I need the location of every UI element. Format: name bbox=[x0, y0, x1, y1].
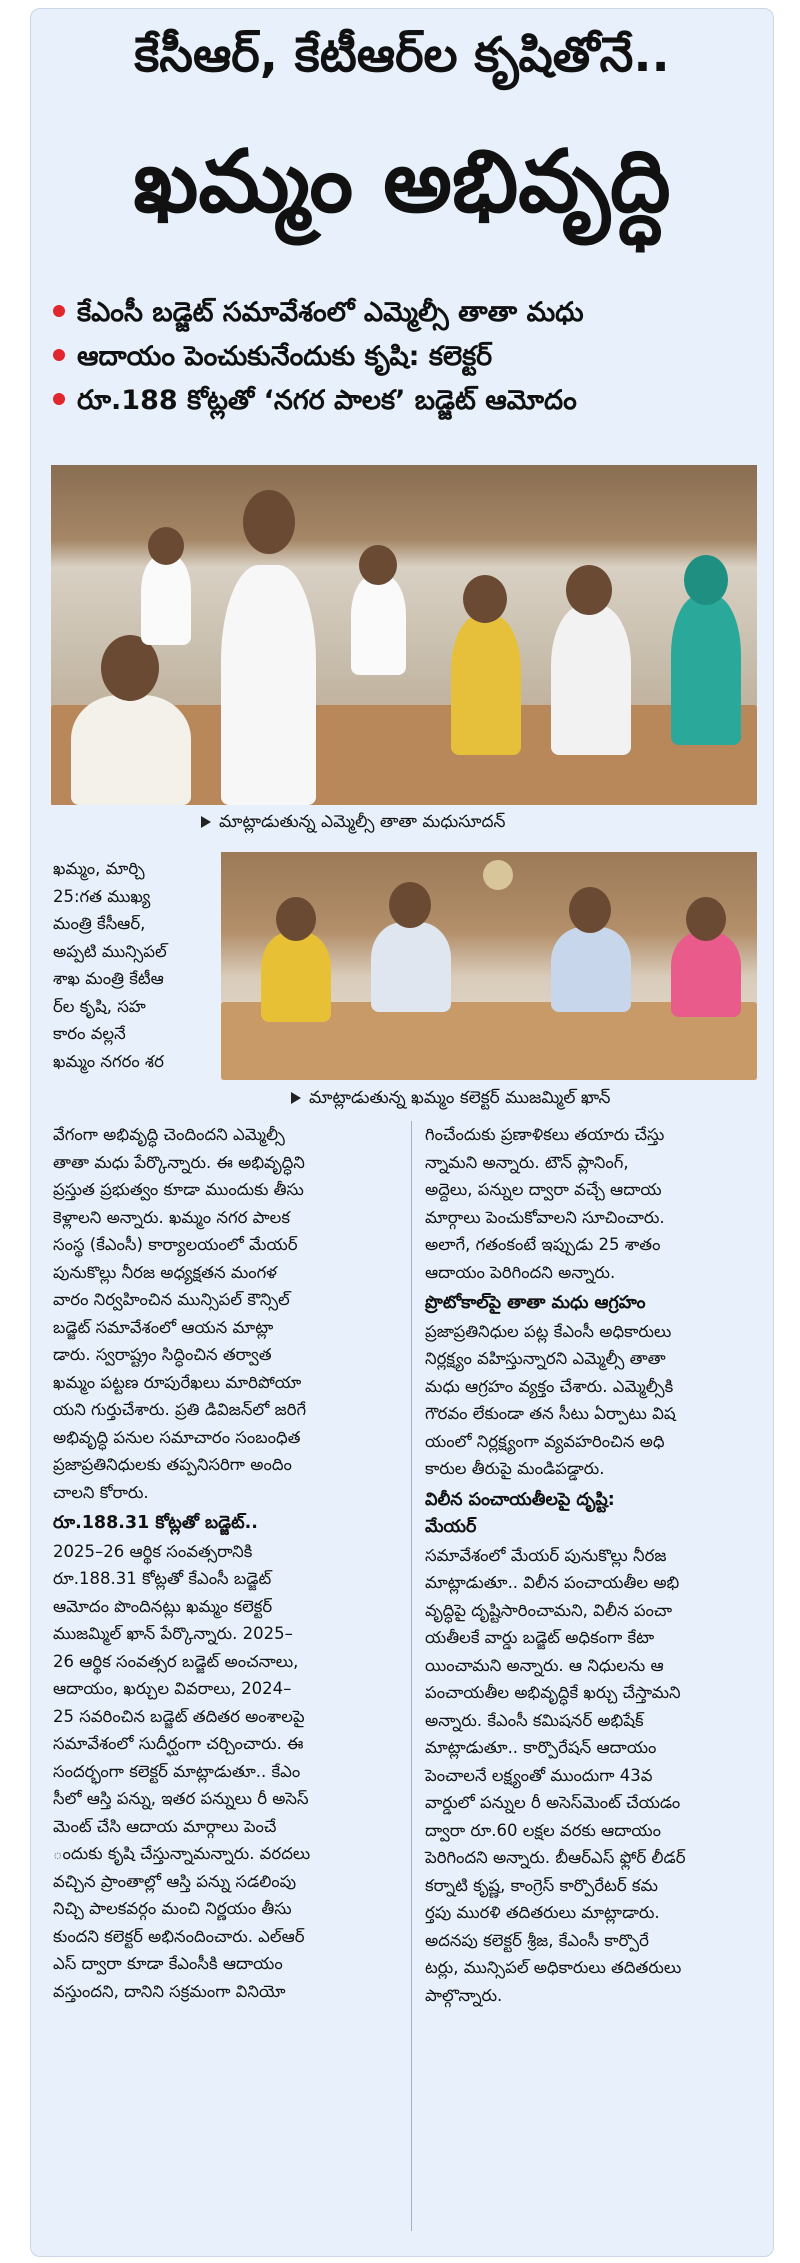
article-paragraph: 2025–26 ఆర్థిక సంవత్సరానికి రూ.188.31 కోట్లతో కేఎంసీ బడ్జెట్ ఆమోదం పొందినట్లు ఖమ్మం కలెక్టర్ ముజమ్మిల్ ఖాన్ పేర్కొన్నారు. 2025– 26 ఆర్థిక సంవత్సర బడ్జెట్ అంచనాలు, ఆదాయం, ఖర్చుల వివరాలు, 2024– 25 సవరించిన బడ్జెట్ తదితర అంశాలపై సమావేశంలో సుదీర్ఘంగా చర్చించారు. ఈ సందర్భంగా కలెక్టర్ మాట్లాడుతూ.. కేఎం సీలో ఆస్తి పన్ను, ఇతర పన్నులు రీ అసెస్ మెంట్ చేసి ఆదాయ మార్గాలు పెంచే ందుకు కృషి చేస్తున్నామన్నారు. వరదలు వచ్చిన ప్రాంతాల్లో ఆస్తి పన్ను సడలింపు నిచ్చి పాలకవర్గం మంచి నిర్ణయం తీసు కుందని కలెక్టర్ అభినందించారు. ఎల్ఆర్ ఎస్ ద్వారా కూడా కేఎంసీకి ఆదాయం వస్తుందని, దానిని సక్రమంగా వినియో bbox=[53, 1541, 311, 2001]
article-paragraph: ప్రజాప్రతినిధుల పట్ల కేఎంసీ అధికారులు నిర్లక్ష్యం వహిస్తున్నారని ఎమ్మెల్సీ తాతా మధు ఆగ్రహం వ్యక్తం చేశారు. ఎమ్మెల్సీకి గౌరవం లేకుండా తన సీటు ఏర్పాటు విష యంలో నిర్లక్ష్యంగా వ్యవహరించిన అధి కారుల తీరుపై మండిపడ్డారు. bbox=[425, 1321, 676, 1478]
article-right-column bbox=[425, 1121, 753, 2009]
caption-pointer-icon bbox=[291, 1092, 301, 1104]
column-divider bbox=[411, 1121, 412, 2231]
section-subheading: విలీన పంచాయతీలపై దృష్టి: మేయర్ bbox=[425, 1489, 615, 1537]
bullet-dot-icon bbox=[53, 393, 65, 405]
article-paragraph: గించేందుకు ప్రణాళికలు తయారు చేస్తు న్నామని అన్నారు. టౌన్ ప్లానింగ్, అద్దెలు, పన్నుల ద్వారా వచ్చే ఆదాయ మార్గాలు పెంచుకోవాలని సూచించారు. అలాగే, గతంకంటే ఇప్పుడు 25 శాతం ఆదాయం పెరిగిందని అన్నారు. bbox=[425, 1125, 665, 1282]
bullet-dot-icon bbox=[53, 305, 65, 317]
section-subheading: ప్రొటోకాల్‌పై తాతా మధు ఆగ్రహం bbox=[425, 1293, 646, 1313]
bullet-item: రూ.188 కోట్లతో ‘నగర పాలక’ బడ్జెట్ ఆమోదం bbox=[53, 379, 753, 423]
kicker-headline: కేసీఆర్, కేటీఆర్‌ల కృషితోనే.. bbox=[134, 27, 670, 83]
article-left-column bbox=[53, 1121, 393, 2005]
article-lead-column bbox=[53, 855, 211, 1075]
caption-pointer-icon bbox=[201, 816, 211, 828]
article-lead: ఖమ్మం, మార్చి 25:గత ముఖ్య మంత్రి కేసీఆర్, అప్పటి మున్సిపల్ శాఖ మంత్రి కేటీఆ ర్‌ల కృషి, సహ కారం వల్లనే ఖమ్మం నగరం శర bbox=[53, 859, 167, 1071]
highlight-bullets bbox=[53, 291, 753, 423]
photo2-caption: మాట్లాడుతున్న ఖమ్మం కలెక్టర్ ముజమ్మిల్ ఖాన్ bbox=[291, 1085, 610, 1111]
bullet-dot-icon bbox=[53, 349, 65, 361]
bullet-item: కేఎంసీ బడ్జెట్ సమావేశంలో ఎమ్మెల్సీ తాతా మధు bbox=[53, 291, 753, 335]
main-headline: ఖమ్మం అభివృద్ధి bbox=[133, 132, 671, 232]
photo1-caption: మాట్లాడుతున్న ఎమ్మెల్సీ తాతా మధుసూదన్ bbox=[201, 809, 505, 835]
article-paragraph: సమావేశంలో మేయర్ పునుకొల్లు నీరజ మాట్లాడుతూ.. విలీన పంచాయతీల అభి వృద్ధిపై దృష్టిసారించామని, విలీన పంచా యతీలకే వార్డు బడ్జెట్ అధికంగా కేటా యించామని అన్నారు. ఆ నిధులను ఆ పంచాయతీల అభివృద్ధికే ఖర్చు చేస్తామని అన్నారు. కేఎంసీ కమిషనర్ అభిషేక్ మాట్లాడుతూ.. కార్పొరేషన్ ఆదాయం పెంచాలనే లక్ష్యంతో ముందుగా 43వ వార్డులో పన్నుల రీ అసెస్‌మెంట్ చేయడం ద్వారా రూ.60 లక్షల వరకు ఆదాయం పెరిగిందని అన్నారు. బీఆర్ఎస్ ఫ్లోర్ లీడర్ కర్నాటి కృష్ణ, కాంగ్రెస్ కార్పొరేటర్ కమ ర్తపు మురళి తదితరులు మాట్లాడారు. అదనపు కలెక్టర్ శ్రీజ, కేఎంసీ కార్పొరే టర్లు, మున్సిపల్ అధికారులు తదితరులు పాల్గొన్నారు. bbox=[425, 1545, 686, 2005]
article-paragraph: వేగంగా అభివృద్ధి చెందిందని ఎమ్మెల్సీ తాతా మధు పేర్కొన్నారు. ఈ అభివృద్ధిని ప్రస్తుత ప్రభుత్వం కూడా ముందుకు తీసు కెళ్లాలని అన్నారు. ఖమ్మం నగర పాలక సంస్థ (కేఎంసీ) కార్యాలయంలో మేయర్ పునుకొల్లు నీరజ అధ్యక్షతన మంగళ వారం నిర్వహించిన మున్సిపల్ కౌన్సిల్ బడ్జెట్ సమావేశంలో ఆయన మాట్లా డారు. స్వరాష్ట్రం సిద్ధించిన తర్వాత ఖమ్మం పట్టణ రూపురేఖలు మారిపోయా యని గుర్తుచేశారు. ప్రతి డివిజన్‌లో జరిగే అభివృద్ధి పనుల సమాచారం సంబంధిత ప్రజాప్రతినిధులకు తప్పనిసరిగా అందిం చాలని కోరారు. bbox=[53, 1125, 307, 1502]
bullet-item: ఆదాయం పెంచుకునేందుకు కృషి: కలెక్టర్ bbox=[53, 335, 753, 379]
photo-mlc-speaking bbox=[51, 465, 757, 805]
section-subheading: రూ.188.31 కోట్లతో బడ్జెట్.. bbox=[53, 1513, 258, 1533]
news-clipping bbox=[30, 8, 774, 2257]
photo-collector-speaking bbox=[221, 852, 757, 1080]
